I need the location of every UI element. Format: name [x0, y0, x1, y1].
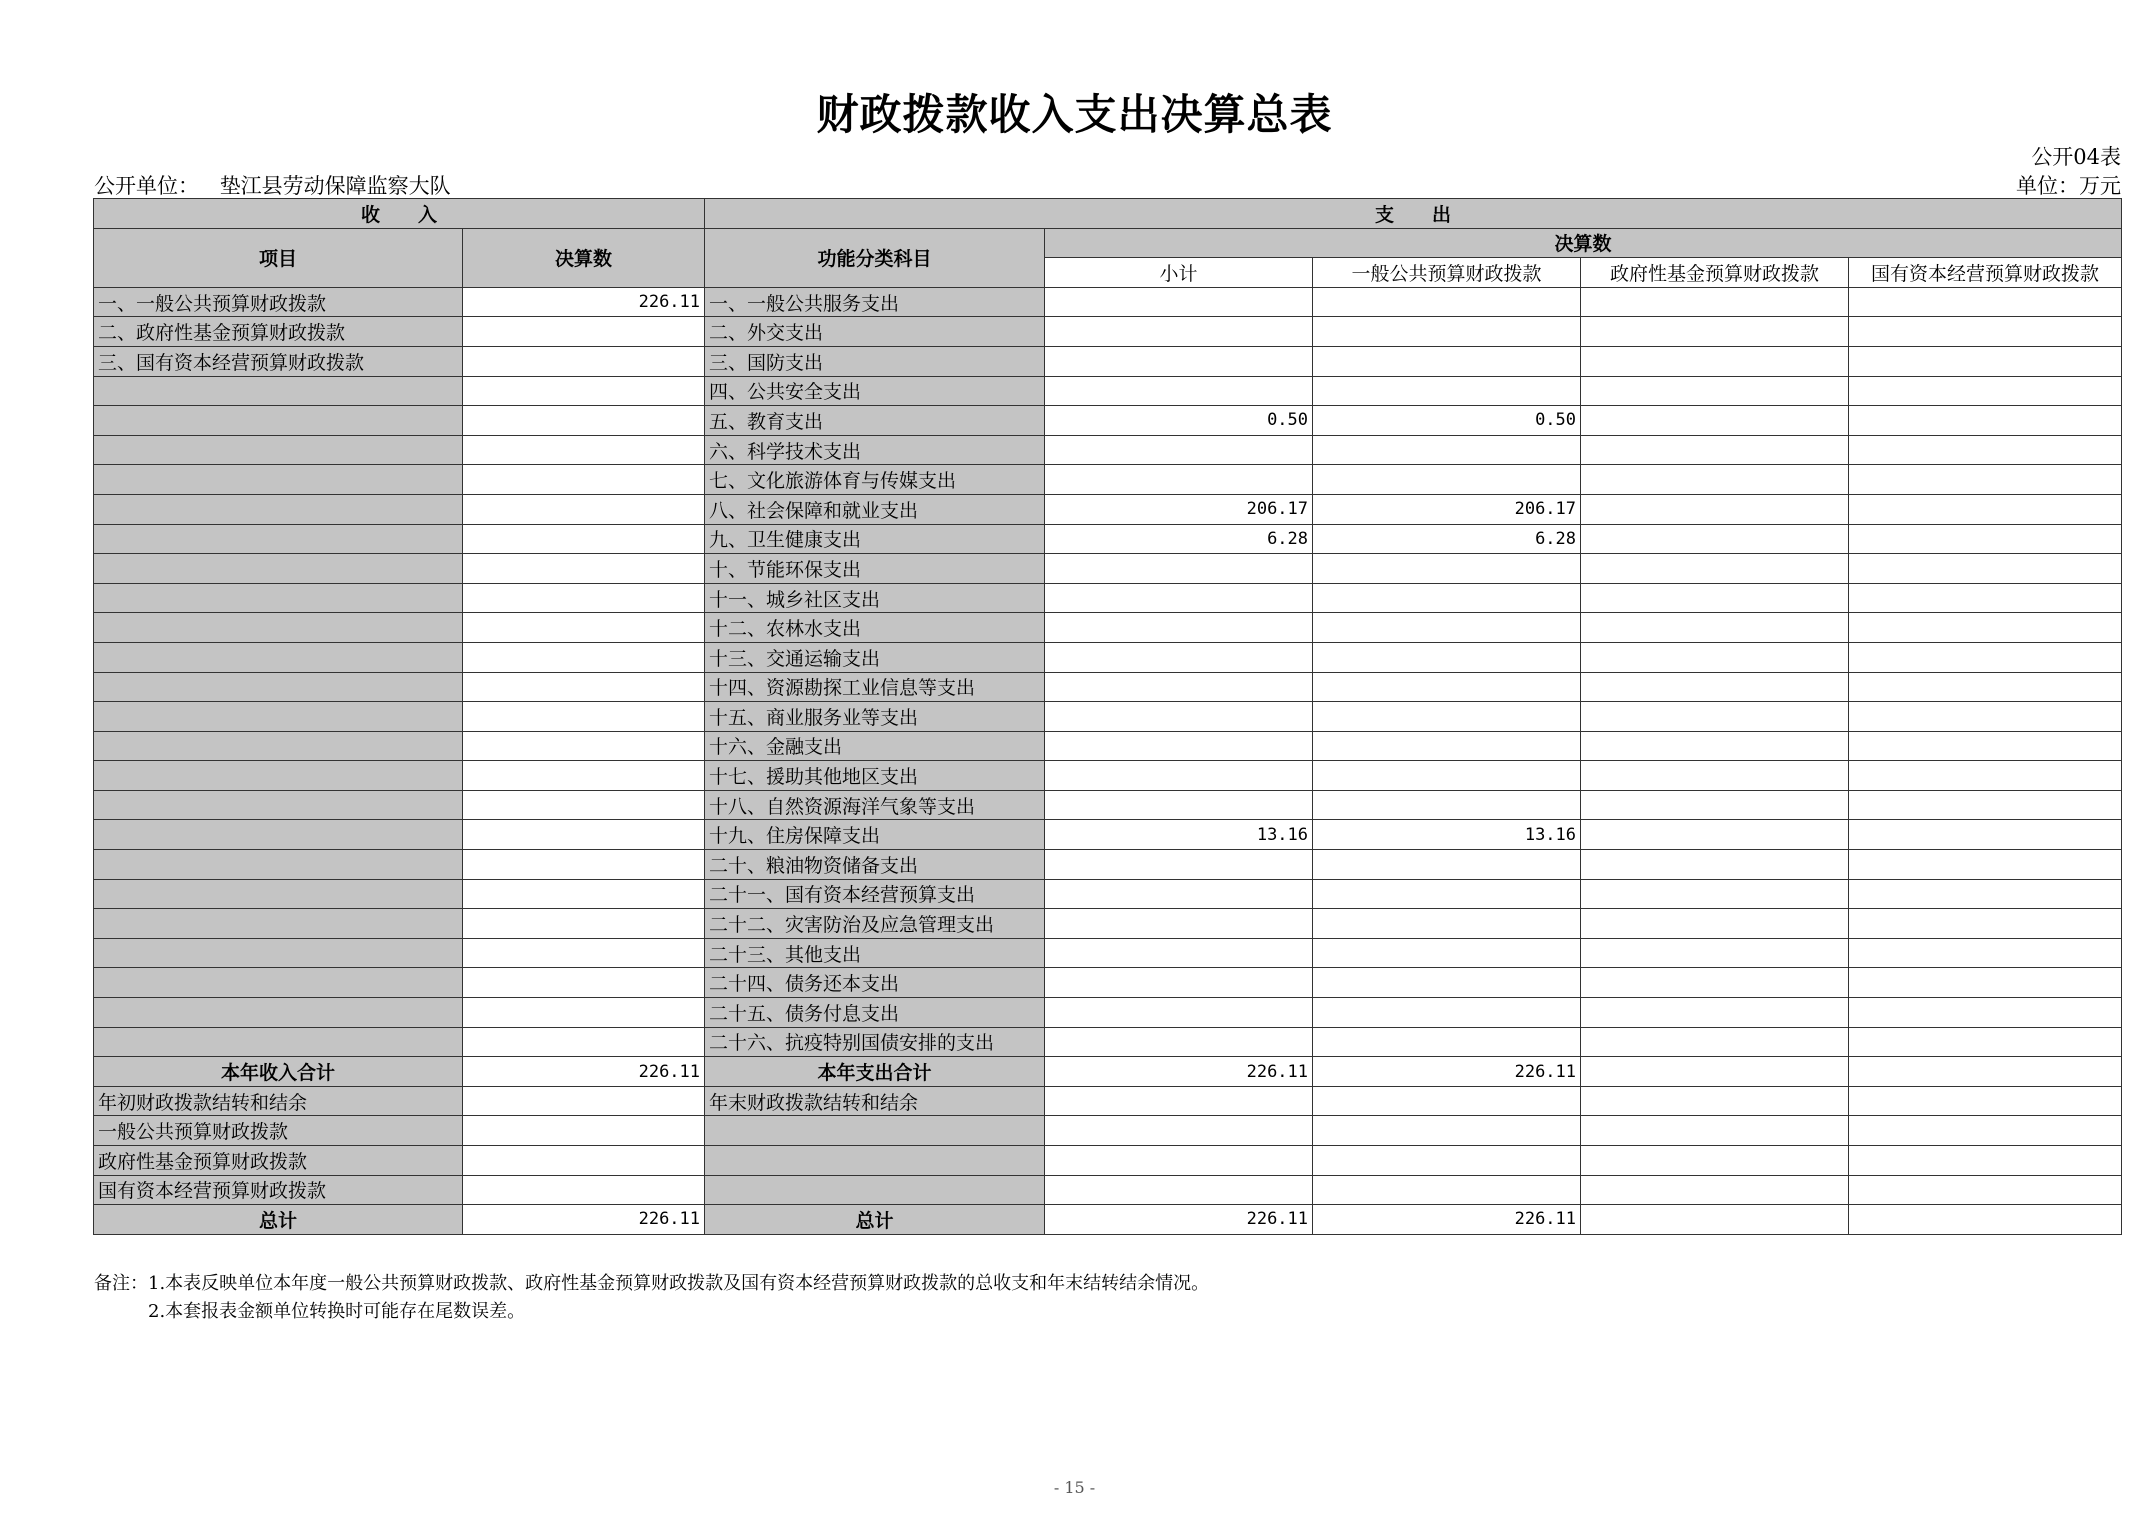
- table-row: [94, 820, 2122, 850]
- general-budget-cell: [1313, 376, 1581, 406]
- general-budget-cell: 6.28: [1313, 524, 1581, 554]
- function-item-cell: 八、社会保障和就业支出: [705, 494, 1045, 524]
- balance-state-capital-cell: [1849, 1146, 2122, 1176]
- balance-gov-fund-cell: [1581, 1116, 1849, 1146]
- gov-fund-cell: [1581, 524, 1849, 554]
- balance-gov-fund-cell: [1581, 1146, 1849, 1176]
- function-item-cell: 二、外交支出: [705, 317, 1045, 347]
- table-row: [94, 850, 2122, 880]
- income-item-cell: 二、政府性基金预算财政拨款: [94, 317, 463, 347]
- function-item-cell: 十八、自然资源海洋气象等支出: [705, 790, 1045, 820]
- state-capital-cell: [1849, 583, 2122, 613]
- gov-fund-cell: [1581, 376, 1849, 406]
- subtotal-cell: [1045, 850, 1313, 880]
- income-item-cell: [94, 879, 463, 909]
- grand-expense-state-capital: [1849, 1205, 2122, 1235]
- expense-section-header: 支 出: [705, 199, 2122, 229]
- income-item-cell: [94, 761, 463, 791]
- subtotal-cell: [1045, 790, 1313, 820]
- general-budget-cell: [1313, 761, 1581, 791]
- gov-fund-cell: [1581, 702, 1849, 732]
- gov-fund-column-header: 政府性基金预算财政拨款: [1581, 258, 1849, 288]
- grand-total-row: [94, 1205, 2122, 1235]
- general-budget-cell: [1313, 850, 1581, 880]
- table-row: [94, 642, 2122, 672]
- subtotal-cell: [1045, 287, 1313, 317]
- balance-income-amount-cell: [463, 1146, 705, 1176]
- state-capital-cell: [1849, 642, 2122, 672]
- year-total-row: [94, 1057, 2122, 1087]
- income-amount-cell: [463, 435, 705, 465]
- table-row: [94, 583, 2122, 613]
- grand-expense-subtotal: 226.11: [1045, 1205, 1313, 1235]
- state-capital-cell: [1849, 524, 2122, 554]
- state-capital-cell: [1849, 465, 2122, 495]
- state-capital-cell: [1849, 790, 2122, 820]
- state-capital-cell: [1849, 376, 2122, 406]
- income-item-cell: [94, 376, 463, 406]
- table-row: [94, 524, 2122, 554]
- general-budget-cell: [1313, 317, 1581, 347]
- balance-function-cell: 年末财政拨款结转和结余: [705, 1086, 1045, 1116]
- function-column-header: 功能分类科目: [705, 228, 1045, 287]
- subtotal-column-header: 小计: [1045, 258, 1313, 288]
- function-item-cell: 十五、商业服务业等支出: [705, 702, 1045, 732]
- balance-income-item-cell: 年初财政拨款结转和结余: [94, 1086, 463, 1116]
- income-amount-cell: [463, 909, 705, 939]
- year-income-total-amount: 226.11: [463, 1057, 705, 1087]
- gov-fund-cell: [1581, 672, 1849, 702]
- fiscal-summary-table: [93, 198, 2122, 1235]
- general-budget-cell: [1313, 672, 1581, 702]
- subtotal-cell: [1045, 879, 1313, 909]
- grand-expense-total-label: 总计: [705, 1205, 1045, 1235]
- balance-row: [94, 1116, 2122, 1146]
- balance-gov-fund-cell: [1581, 1175, 1849, 1205]
- table-row: [94, 494, 2122, 524]
- table-row: [94, 287, 2122, 317]
- general-column-header: 一般公共预算财政拨款: [1313, 258, 1581, 288]
- general-budget-cell: [1313, 702, 1581, 732]
- state-capital-cell: [1849, 731, 2122, 761]
- function-item-cell: 十七、援助其他地区支出: [705, 761, 1045, 791]
- year-income-total-label: 本年收入合计: [94, 1057, 463, 1087]
- subtotal-cell: [1045, 583, 1313, 613]
- income-amount-cell: [463, 524, 705, 554]
- income-amount-cell: [463, 465, 705, 495]
- function-item-cell: 二十三、其他支出: [705, 938, 1045, 968]
- income-section-header: 收 入: [94, 199, 705, 229]
- balance-function-cell: [705, 1146, 1045, 1176]
- income-amount-cell: [463, 406, 705, 436]
- subtotal-cell: [1045, 317, 1313, 347]
- gov-fund-cell: [1581, 879, 1849, 909]
- subtotal-cell: [1045, 909, 1313, 939]
- year-expense-total-label: 本年支出合计: [705, 1057, 1045, 1087]
- grand-expense-gov-fund: [1581, 1205, 1849, 1235]
- income-amount-cell: [463, 761, 705, 791]
- income-amount-cell: [463, 790, 705, 820]
- table-row: [94, 998, 2122, 1028]
- income-item-cell: [94, 524, 463, 554]
- subtotal-cell: [1045, 938, 1313, 968]
- year-expense-gov-fund: [1581, 1057, 1849, 1087]
- general-budget-cell: [1313, 1027, 1581, 1057]
- income-item-cell: [94, 790, 463, 820]
- subtotal-cell: [1045, 702, 1313, 732]
- gov-fund-cell: [1581, 938, 1849, 968]
- state-capital-cell: [1849, 1027, 2122, 1057]
- function-item-cell: 二十一、国有资本经营预算支出: [705, 879, 1045, 909]
- function-item-cell: 一、一般公共服务支出: [705, 287, 1045, 317]
- subtotal-cell: [1045, 672, 1313, 702]
- income-item-cell: 一、一般公共预算财政拨款: [94, 287, 463, 317]
- balance-general-cell: [1313, 1146, 1581, 1176]
- subtotal-cell: [1045, 731, 1313, 761]
- state-capital-cell: [1849, 702, 2122, 732]
- table-row: [94, 317, 2122, 347]
- gov-fund-cell: [1581, 909, 1849, 939]
- table-row: [94, 790, 2122, 820]
- gov-fund-cell: [1581, 761, 1849, 791]
- subtotal-cell: [1045, 968, 1313, 998]
- subtotal-cell: 206.17: [1045, 494, 1313, 524]
- general-budget-cell: 13.16: [1313, 820, 1581, 850]
- subtotal-cell: [1045, 761, 1313, 791]
- state-capital-cell: [1849, 850, 2122, 880]
- function-item-cell: 十、节能环保支出: [705, 554, 1045, 584]
- footnotes: [94, 1270, 1209, 1326]
- income-amount-cell: 226.11: [463, 287, 705, 317]
- gov-fund-cell: [1581, 583, 1849, 613]
- table-row: [94, 406, 2122, 436]
- function-item-cell: 十六、金融支出: [705, 731, 1045, 761]
- function-item-cell: 二十、粮油物资储备支出: [705, 850, 1045, 880]
- gov-fund-cell: [1581, 317, 1849, 347]
- general-budget-cell: [1313, 968, 1581, 998]
- function-item-cell: 三、国防支出: [705, 346, 1045, 376]
- income-item-cell: [94, 583, 463, 613]
- state-capital-cell: [1849, 968, 2122, 998]
- income-item-cell: [94, 731, 463, 761]
- function-item-cell: 九、卫生健康支出: [705, 524, 1045, 554]
- state-capital-cell: [1849, 909, 2122, 939]
- year-expense-state-capital: [1849, 1057, 2122, 1087]
- function-item-cell: 二十五、债务付息支出: [705, 998, 1045, 1028]
- general-budget-cell: [1313, 909, 1581, 939]
- reporting-unit-label: 公开单位：: [94, 174, 199, 198]
- gov-fund-cell: [1581, 642, 1849, 672]
- state-capital-cell: [1849, 287, 2122, 317]
- grand-income-total-amount: 226.11: [463, 1205, 705, 1235]
- subtotal-cell: [1045, 642, 1313, 672]
- balance-row: [94, 1146, 2122, 1176]
- subtotal-cell: [1045, 554, 1313, 584]
- income-amount-cell: [463, 850, 705, 880]
- table-row: [94, 909, 2122, 939]
- income-amount-cell: [463, 317, 705, 347]
- income-item-cell: [94, 554, 463, 584]
- function-item-cell: 七、文化旅游体育与传媒支出: [705, 465, 1045, 495]
- state-capital-cell: [1849, 554, 2122, 584]
- general-budget-cell: [1313, 583, 1581, 613]
- table-row: [94, 465, 2122, 495]
- table-row: [94, 613, 2122, 643]
- general-budget-cell: [1313, 554, 1581, 584]
- balance-row: [94, 1175, 2122, 1205]
- balance-general-cell: [1313, 1175, 1581, 1205]
- state-capital-column-header: 国有资本经营预算财政拨款: [1849, 258, 2122, 288]
- subtotal-cell: [1045, 346, 1313, 376]
- function-item-cell: 二十六、抗疫特别国债安排的支出: [705, 1027, 1045, 1057]
- general-budget-cell: [1313, 346, 1581, 376]
- gov-fund-cell: [1581, 554, 1849, 584]
- income-amount-cell: [463, 346, 705, 376]
- general-budget-cell: 0.50: [1313, 406, 1581, 436]
- year-expense-general: 226.11: [1313, 1057, 1581, 1087]
- balance-subtotal-cell: [1045, 1146, 1313, 1176]
- state-capital-cell: [1849, 406, 2122, 436]
- function-item-cell: 十九、住房保障支出: [705, 820, 1045, 850]
- grand-expense-general: 226.11: [1313, 1205, 1581, 1235]
- grand-income-total-label: 总计: [94, 1205, 463, 1235]
- balance-state-capital-cell: [1849, 1116, 2122, 1146]
- function-item-cell: 六、科学技术支出: [705, 435, 1045, 465]
- gov-fund-cell: [1581, 1027, 1849, 1057]
- general-budget-cell: [1313, 642, 1581, 672]
- table-row: [94, 702, 2122, 732]
- general-budget-cell: [1313, 435, 1581, 465]
- gov-fund-cell: [1581, 790, 1849, 820]
- gov-fund-cell: [1581, 465, 1849, 495]
- gov-fund-cell: [1581, 406, 1849, 436]
- income-amount-cell: [463, 554, 705, 584]
- table-row: [94, 672, 2122, 702]
- gov-fund-cell: [1581, 731, 1849, 761]
- table-row: [94, 1027, 2122, 1057]
- page-title: 财政拨款收入支出决算总表: [816, 90, 1333, 139]
- income-amount-cell: [463, 613, 705, 643]
- table-row: [94, 435, 2122, 465]
- balance-income-amount-cell: [463, 1086, 705, 1116]
- footnote-2: 2.本套报表金额单位转换时可能存在尾数误差。: [148, 1301, 526, 1322]
- income-item-cell: [94, 909, 463, 939]
- gov-fund-cell: [1581, 968, 1849, 998]
- table-body: [94, 287, 2122, 1234]
- function-item-cell: 十三、交通运输支出: [705, 642, 1045, 672]
- general-budget-cell: [1313, 613, 1581, 643]
- table-row: [94, 879, 2122, 909]
- subtotal-cell: 13.16: [1045, 820, 1313, 850]
- balance-income-amount-cell: [463, 1175, 705, 1205]
- general-budget-cell: [1313, 465, 1581, 495]
- reporting-unit: [94, 170, 451, 200]
- income-item-cell: [94, 494, 463, 524]
- balance-general-cell: [1313, 1086, 1581, 1116]
- balance-function-cell: [705, 1175, 1045, 1205]
- general-budget-cell: [1313, 938, 1581, 968]
- table-row: [94, 731, 2122, 761]
- balance-income-item-cell: 国有资本经营预算财政拨款: [94, 1175, 463, 1205]
- form-number: 公开04表: [2031, 145, 2121, 169]
- subtotal-cell: [1045, 465, 1313, 495]
- income-item-cell: [94, 613, 463, 643]
- income-amount-cell: [463, 583, 705, 613]
- income-amount-cell: [463, 494, 705, 524]
- table-row: [94, 968, 2122, 998]
- state-capital-cell: [1849, 672, 2122, 702]
- function-item-cell: 十二、农林水支出: [705, 613, 1045, 643]
- income-item-cell: [94, 702, 463, 732]
- subtotal-cell: 0.50: [1045, 406, 1313, 436]
- function-item-cell: 十一、城乡社区支出: [705, 583, 1045, 613]
- decision-column-header: 决算数: [1045, 228, 2122, 258]
- income-item-cell: [94, 850, 463, 880]
- general-budget-cell: [1313, 790, 1581, 820]
- income-amount-cell: [463, 642, 705, 672]
- table-row: [94, 761, 2122, 791]
- state-capital-cell: [1849, 879, 2122, 909]
- page-number: - 15 -: [1053, 1478, 1096, 1497]
- income-item-cell: [94, 406, 463, 436]
- income-amount-cell: [463, 820, 705, 850]
- state-capital-cell: [1849, 317, 2122, 347]
- subtotal-cell: [1045, 613, 1313, 643]
- income-amount-cell: [463, 879, 705, 909]
- balance-income-item-cell: 政府性基金预算财政拨款: [94, 1146, 463, 1176]
- balance-income-amount-cell: [463, 1116, 705, 1146]
- balance-general-cell: [1313, 1116, 1581, 1146]
- income-item-cell: [94, 968, 463, 998]
- balance-subtotal-cell: [1045, 1175, 1313, 1205]
- income-item-cell: [94, 938, 463, 968]
- balance-state-capital-cell: [1849, 1086, 2122, 1116]
- table-row: [94, 346, 2122, 376]
- income-amount-cell: [463, 376, 705, 406]
- income-item-cell: [94, 998, 463, 1028]
- income-item-cell: [94, 672, 463, 702]
- state-capital-cell: [1849, 494, 2122, 524]
- balance-gov-fund-cell: [1581, 1086, 1849, 1116]
- income-amount-cell: [463, 968, 705, 998]
- subtotal-cell: [1045, 376, 1313, 406]
- function-item-cell: 四、公共安全支出: [705, 376, 1045, 406]
- state-capital-cell: [1849, 613, 2122, 643]
- gov-fund-cell: [1581, 820, 1849, 850]
- income-amount-cell: [463, 731, 705, 761]
- balance-row: [94, 1086, 2122, 1116]
- balance-subtotal-cell: [1045, 1116, 1313, 1146]
- income-amount-cell: [463, 672, 705, 702]
- function-item-cell: 五、教育支出: [705, 406, 1045, 436]
- state-capital-cell: [1849, 998, 2122, 1028]
- state-capital-cell: [1849, 346, 2122, 376]
- year-expense-subtotal: 226.11: [1045, 1057, 1313, 1087]
- table-row: [94, 376, 2122, 406]
- income-amount-cell: [463, 998, 705, 1028]
- footnote-1: 备注：1.本表反映单位本年度一般公共预算财政拨款、政府性基金预算财政拨款及国有资本经营预算财政拨款的总收支和年末结转结余情况。: [94, 1273, 1210, 1294]
- general-budget-cell: [1313, 879, 1581, 909]
- currency-unit: 单位：万元: [2016, 174, 2121, 198]
- general-budget-cell: [1313, 287, 1581, 317]
- gov-fund-cell: [1581, 613, 1849, 643]
- table-row: [94, 938, 2122, 968]
- subtotal-cell: 6.28: [1045, 524, 1313, 554]
- balance-income-item-cell: 一般公共预算财政拨款: [94, 1116, 463, 1146]
- income-item-cell: [94, 642, 463, 672]
- income-item-cell: [94, 465, 463, 495]
- subtotal-cell: [1045, 435, 1313, 465]
- item-column-header: 项目: [94, 228, 463, 287]
- general-budget-cell: [1313, 731, 1581, 761]
- general-budget-cell: [1313, 998, 1581, 1028]
- income-amount-cell: [463, 1027, 705, 1057]
- function-item-cell: 十四、资源勘探工业信息等支出: [705, 672, 1045, 702]
- function-item-cell: 二十二、灾害防治及应急管理支出: [705, 909, 1045, 939]
- subtotal-cell: [1045, 998, 1313, 1028]
- state-capital-cell: [1849, 938, 2122, 968]
- state-capital-cell: [1849, 435, 2122, 465]
- general-budget-cell: 206.17: [1313, 494, 1581, 524]
- reporting-unit-name: 垫江县劳动保障监察大队: [219, 174, 451, 198]
- income-item-cell: [94, 1027, 463, 1057]
- gov-fund-cell: [1581, 998, 1849, 1028]
- balance-state-capital-cell: [1849, 1175, 2122, 1205]
- income-item-cell: 三、国有资本经营预算财政拨款: [94, 346, 463, 376]
- gov-fund-cell: [1581, 287, 1849, 317]
- income-amount-cell: [463, 938, 705, 968]
- income-item-cell: [94, 435, 463, 465]
- gov-fund-cell: [1581, 346, 1849, 376]
- subtotal-cell: [1045, 1027, 1313, 1057]
- balance-function-cell: [705, 1116, 1045, 1146]
- state-capital-cell: [1849, 761, 2122, 791]
- gov-fund-cell: [1581, 494, 1849, 524]
- income-amount-cell: [463, 702, 705, 732]
- amount-column-header: 决算数: [463, 228, 705, 287]
- income-item-cell: [94, 820, 463, 850]
- state-capital-cell: [1849, 820, 2122, 850]
- function-item-cell: 二十四、债务还本支出: [705, 968, 1045, 998]
- table-row: [94, 554, 2122, 584]
- gov-fund-cell: [1581, 435, 1849, 465]
- balance-subtotal-cell: [1045, 1086, 1313, 1116]
- gov-fund-cell: [1581, 850, 1849, 880]
